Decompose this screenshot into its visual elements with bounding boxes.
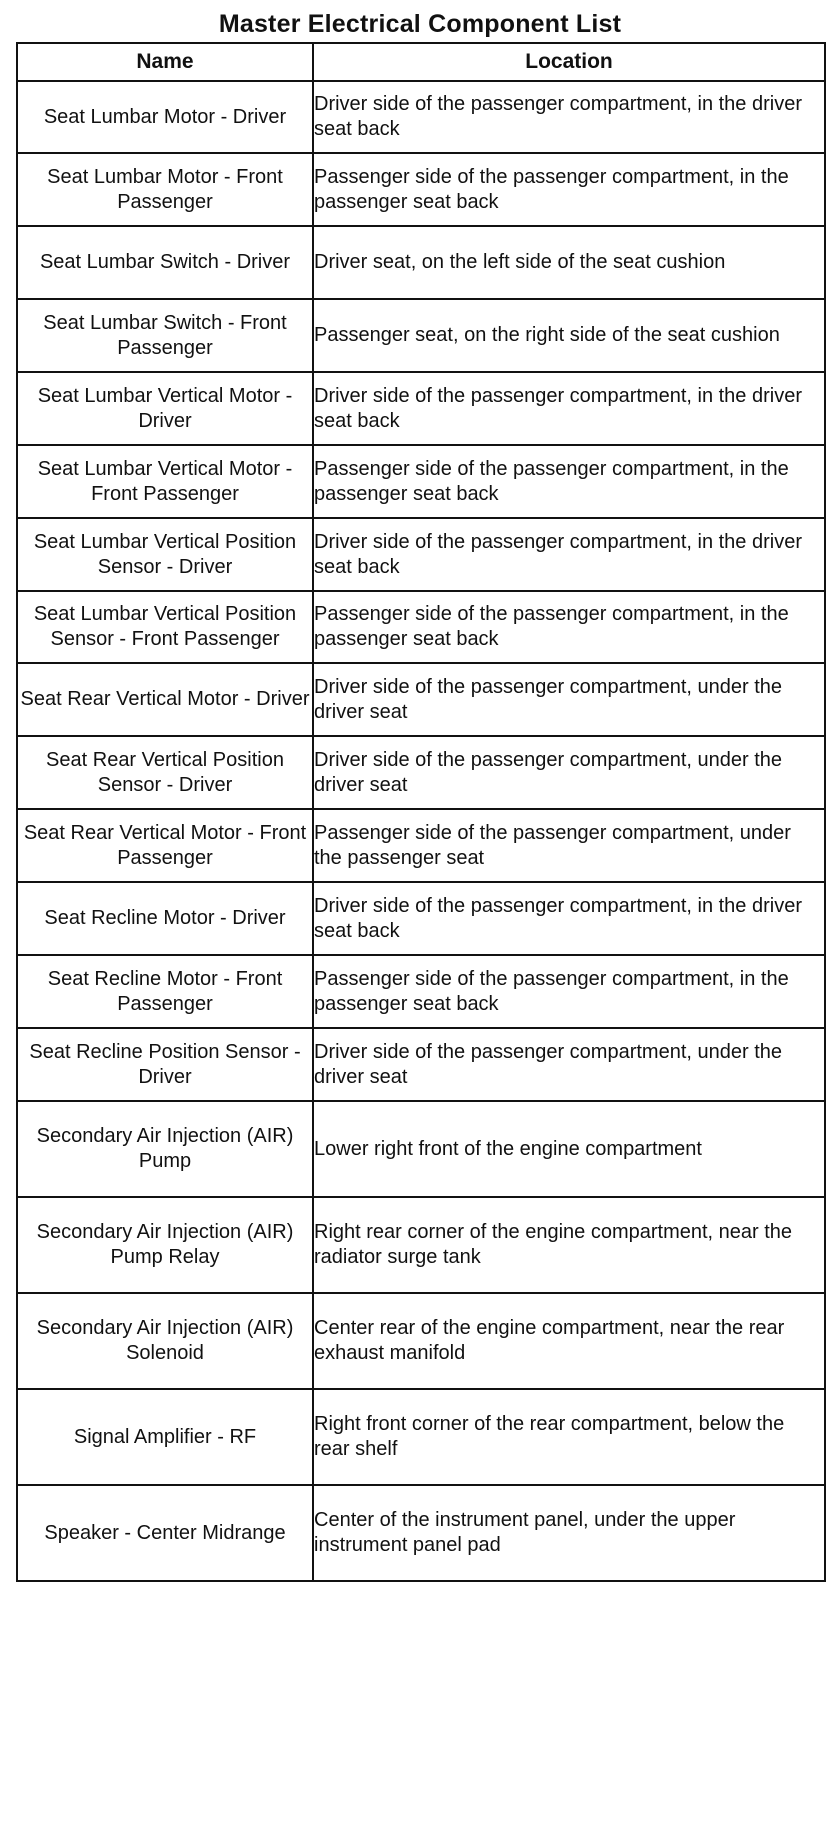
component-name: Seat Recline Position Sensor - Driver xyxy=(17,1028,313,1101)
table-row xyxy=(17,1485,825,1581)
component-name: Secondary Air Injection (AIR) Pump Relay xyxy=(17,1197,313,1293)
column-header-location: Location xyxy=(313,43,825,81)
table-row xyxy=(17,736,825,809)
component-location: Center of the instrument panel, under the upper instrument panel pad xyxy=(313,1485,825,1581)
component-name: Seat Lumbar Motor - Driver xyxy=(17,81,313,153)
component-name: Seat Lumbar Motor - Front Passenger xyxy=(17,153,313,226)
table-row xyxy=(17,809,825,882)
component-location: Right front corner of the rear compartment, below the rear shelf xyxy=(313,1389,825,1485)
table-row xyxy=(17,226,825,299)
table-row xyxy=(17,882,825,955)
component-name: Seat Lumbar Vertical Motor - Driver xyxy=(17,372,313,445)
table-row xyxy=(17,1028,825,1101)
table-row xyxy=(17,1389,825,1485)
component-location: Lower right front of the engine compartment xyxy=(313,1101,825,1197)
component-location: Driver side of the passenger compartment, under the driver seat xyxy=(313,1028,825,1101)
component-name: Seat Lumbar Vertical Motor - Front Passenger xyxy=(17,445,313,518)
component-location: Driver side of the passenger compartment, under the driver seat xyxy=(313,663,825,736)
table-row xyxy=(17,1293,825,1389)
table-row xyxy=(17,445,825,518)
component-name: Secondary Air Injection (AIR) Pump xyxy=(17,1101,313,1197)
component-location: Passenger side of the passenger compartment, in the passenger seat back xyxy=(313,445,825,518)
table-row xyxy=(17,153,825,226)
table-row xyxy=(17,955,825,1028)
component-location: Passenger side of the passenger compartment, in the passenger seat back xyxy=(313,591,825,663)
component-location: Driver seat, on the left side of the seat cushion xyxy=(313,226,825,299)
component-name: Seat Rear Vertical Motor - Driver xyxy=(17,663,313,736)
component-name: Seat Lumbar Vertical Position Sensor - Front Passenger xyxy=(17,591,313,663)
page-title: Master Electrical Component List xyxy=(218,10,622,38)
component-location: Passenger side of the passenger compartment, in the passenger seat back xyxy=(313,153,825,226)
component-location: Center rear of the engine compartment, near the rear exhaust manifold xyxy=(313,1293,825,1389)
table-row xyxy=(17,81,825,153)
component-name: Seat Recline Motor - Front Passenger xyxy=(17,955,313,1028)
component-name: Seat Rear Vertical Motor - Front Passenger xyxy=(17,809,313,882)
component-location: Driver side of the passenger compartment, in the driver seat back xyxy=(313,81,825,153)
component-location: Driver side of the passenger compartment, in the driver seat back xyxy=(313,372,825,445)
component-name: Speaker - Center Midrange xyxy=(17,1485,313,1581)
component-location: Passenger seat, on the right side of the seat cushion xyxy=(313,299,825,372)
component-location: Driver side of the passenger compartment, in the driver seat back xyxy=(313,882,825,955)
table-row xyxy=(17,591,825,663)
table-header-row xyxy=(17,43,825,81)
table-row xyxy=(17,1197,825,1293)
column-header-name: Name xyxy=(17,43,313,81)
table-row xyxy=(17,1101,825,1197)
table-row xyxy=(17,518,825,591)
component-name: Seat Rear Vertical Position Sensor - Driver xyxy=(17,736,313,809)
component-name: Seat Lumbar Switch - Front Passenger xyxy=(17,299,313,372)
component-location: Right rear corner of the engine compartment, near the radiator surge tank xyxy=(313,1197,825,1293)
component-location: Passenger side of the passenger compartment, under the passenger seat xyxy=(313,809,825,882)
component-name: Signal Amplifier - RF xyxy=(17,1389,313,1485)
component-name: Seat Lumbar Vertical Position Sensor - Driver xyxy=(17,518,313,591)
component-location: Passenger side of the passenger compartment, in the passenger seat back xyxy=(313,955,825,1028)
table-row xyxy=(17,372,825,445)
component-name: Seat Lumbar Switch - Driver xyxy=(17,226,313,299)
component-location: Driver side of the passenger compartment, under the driver seat xyxy=(313,736,825,809)
component-name: Seat Recline Motor - Driver xyxy=(17,882,313,955)
component-table xyxy=(16,42,826,1582)
table-row xyxy=(17,663,825,736)
component-location: Driver side of the passenger compartment, in the driver seat back xyxy=(313,518,825,591)
component-name: Secondary Air Injection (AIR) Solenoid xyxy=(17,1293,313,1389)
table-row xyxy=(17,299,825,372)
